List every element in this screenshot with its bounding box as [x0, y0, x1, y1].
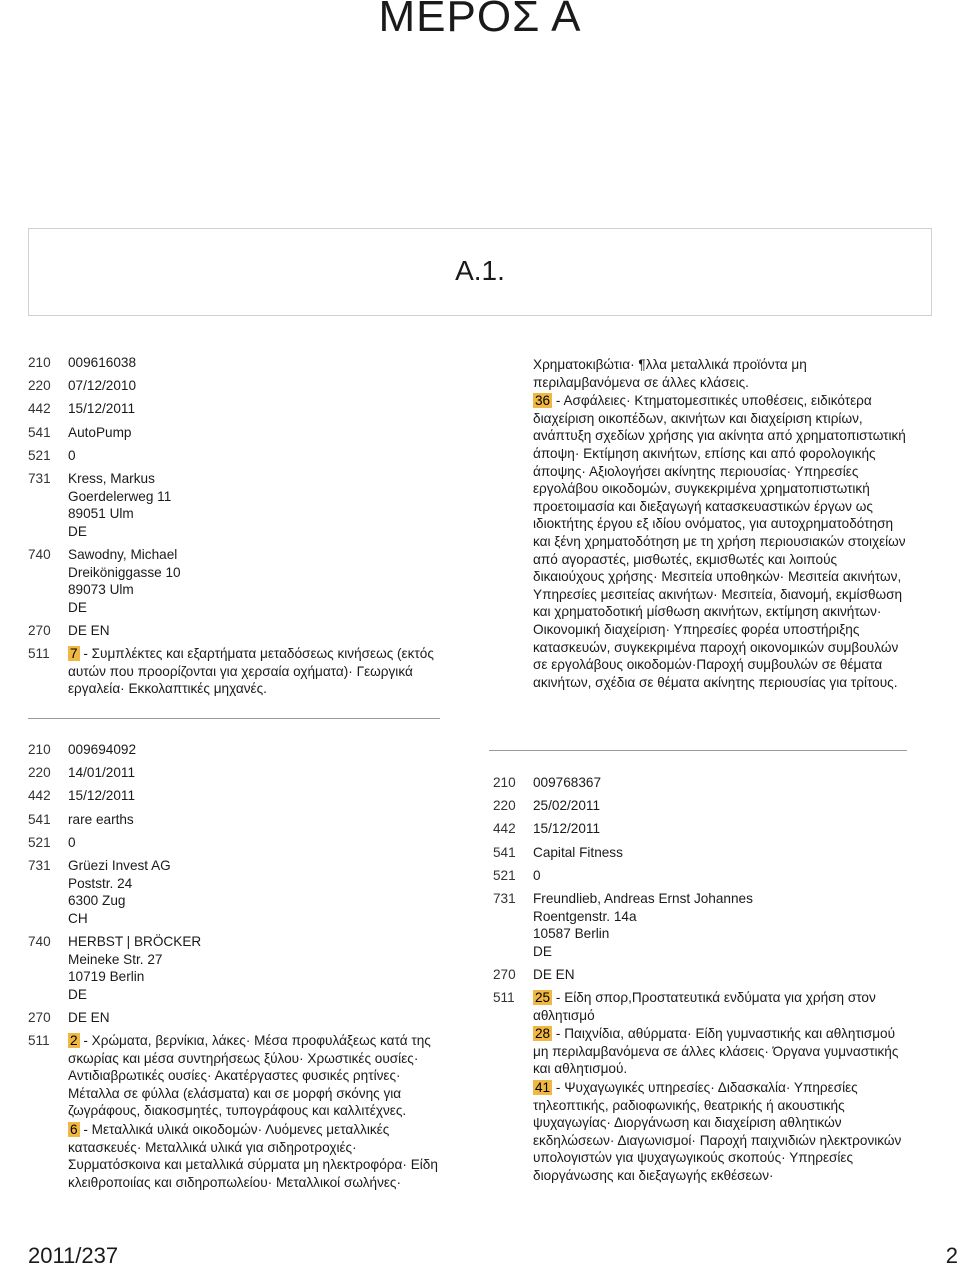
class-number: 6 — [70, 1122, 78, 1138]
publication-date: 15/12/2011 — [68, 788, 136, 804]
filing-date: 25/02/2011 — [533, 798, 601, 814]
mark-name: AutoPump — [68, 424, 132, 440]
languages: DE EN — [533, 966, 575, 982]
class-number: 28 — [535, 1026, 551, 1042]
application-number: 009768367 — [533, 775, 602, 790]
part-title: ΜΕΡΟΣ Α — [378, 0, 582, 41]
representative-address: Sawodny, Michael Dreiköniggasse 10 89073 Ulm DE — [68, 546, 181, 615]
languages: DE EN — [68, 622, 110, 638]
class-number: 25 — [535, 990, 551, 1006]
trademark-entry: 210 009768367 220 25/02/2011 442 15/12/2011 541 Capital Fitness 521 0 731 Freundlieb, Andreas Ernst Johannes Roentgenstr. 14a 10587 Berlin DE 270 DE EN 511 25 - Είδη σπορ,Προστατευτικά ενδύματα για χρήση στον αθλητισμό 28 - Παιχνίδια, αθύρματα· Είδη γυμναστικής και αθλητισμού μη περιλαμβανόμενα σε άλλες κλάσεις· Όργανα γυμναστικής και αθλητισμού. 41 - Ψυχαγωγικές υπηρεσίες· Διδασκαλία· Υπηρεσίες τηλεοπτικής, ραδιοφωνικής, θεατρικής ή ακουστικής ψυχαγωγίας· Διοργάνωση και διαχείριση αθλητικών εκδηλώσεων· Διαγωνισμοί· Παροχή παιχνιδιών ηλεκτρονικών υπολογιστών για ψυχαγωγικούς σκοπούς· Υπηρεσίες διοργάνωσης και διεξαγωγής εκθέσεων· — [493, 774, 911, 1191]
priority: 0 — [68, 447, 76, 463]
trademark-entry-continued — [533, 356, 909, 692]
entry-divider — [28, 718, 440, 719]
goods-services: 7 - Συμπλέκτες και εξαρτήματα μεταδόσεως κινήσεως (εκτός αυτών που προορίζονται για χερσαία οχήματα)· Γεωργικά εργαλεία· Εκκολαπτικές μηχανές. — [68, 646, 434, 697]
goods-services: 2 - Χρώματα, βερνίκια, λάκες· Μέσα προφυλάξεως κατά της σκωρίας και μέσα συντηρήσεως ξύλου· Χρωστικές ουσίες· Αντιδιαβρωτικές ουσίες· Ακατέργαστες φυσικές ρητίνες· Μέταλλα σε φύλλα (ελάσματα) και σε μορφή σκόνης για ζωγράφους, διακοσμητές, τυπογράφους και καλλιτέχνες. 6 - Μεταλλικά υλικά οικοδομών· Λυόμενες μεταλλικές κατασκευές· Μεταλλικά υλικά για σιδηροτροχιές· Συρματόσκοινα και μεταλλικά σύρματα μη ηλεκτροφόρα· Είδη κλειθροποιίας και σιδηροπωλείου· Μεταλλικοί σωλήνες· — [68, 1033, 438, 1190]
trademark-entry: 210 009616038 220 07/12/2010 442 15/12/2011 541 AutoPump 521 0 731 Kress, Markus Goerdelerweg 11 89051 Ulm DE 740 Sawodny, Michael Dreiköniggasse 10 89073 Ulm DE 270 DE EN 511 7 - Συμπλέκτες και εξαρτήματα μεταδόσεως κινήσεως (εκτός αυτών που προορίζονται για χερσαία οχήματα)· Γεωργικά εργαλεία· Εκκολαπτικές μηχανές. — [28, 354, 440, 704]
class-number: 7 — [70, 646, 78, 662]
entry-divider — [489, 750, 907, 751]
filing-date: 14/01/2011 — [68, 765, 136, 781]
goods-services: 36 - Ασφάλειες· Κτηματομεσιτικές υποθέσεις, ειδικότερα διαχείριση οικοπέδων, ακινήτων και διαχείριση κτιρίων, ανάπτυξη σχεδίων χρήσης για ακίνητα από χρηματοπιστωτική άποψη· Εκτίμηση ακινήτων, επίσης και από φορολογικής άποψης· Αξιολογήσει ακίνητης περιουσίας· Υπηρεσίες εργολάβου οικοδομών, συγκεκριμένα χρηματοπιστωτική προετοιμασία και διεξαγωγή κατασκευαστικών έργων ως ιδιοκτήτης έργου εξ ιδίου ονόματος, για αυτοχρηματοδότηση και ξένη χρηματοδότηση με τη χρήση περιουσιακών στοιχείων από αγοραστές, μισθωτές, εκμισθωτές και λοιπούς δικαιούχους χρήσης· Μεσιτεία υποθηκών· Μεσιτεία ακινήτων, Υπηρεσίες μεσιτείας ακινήτων· Μεσιτεία, διανομή, εκμίσθωση και χρηματοδοτική μίσθωση ακινήτων, εκτίμηση ακινήτων· Οικονομική διαχείριση· Υπηρεσίες φορέα υποστήριξης κατασκευών, συγκεκριμένα παροχή οικονομικών συμβουλών σε εργολάβους οικοδομών·Παροχή συμβουλών σε θέματα ακινήτων, σχέδια σε θέματα ακίνητης περιουσίας για τρίτους. — [533, 393, 906, 690]
priority: 0 — [533, 867, 541, 883]
mark-name: Capital Fitness — [533, 844, 623, 860]
filing-date: 07/12/2010 — [68, 378, 137, 394]
class-number: 2 — [70, 1033, 78, 1049]
languages: DE EN — [68, 1009, 110, 1025]
priority: 0 — [68, 834, 76, 850]
section-title: A.1. — [455, 255, 505, 286]
owner-address: Freundlieb, Andreas Ernst Johannes Roentgenstr. 14a 10587 Berlin DE — [533, 890, 753, 959]
publication-date: 15/12/2011 — [68, 401, 136, 417]
application-number: 009694092 — [68, 742, 137, 757]
bulletin-number: 2011/237 — [28, 1243, 119, 1268]
application-number: 009616038 — [68, 355, 137, 370]
page-number: 2 — [945, 1243, 958, 1268]
owner-address: Grüezi Invest AG Poststr. 24 6300 Zug CH — [68, 857, 171, 926]
publication-date: 15/12/2011 — [533, 821, 601, 837]
continuation-text: Χρηματοκιβώτια· ¶λλα μεταλλικά προϊόντα μη περιλαμβανόμενα σε άλλες κλάσεις. — [533, 357, 807, 390]
class-number: 36 — [535, 393, 551, 409]
mark-name: rare earths — [68, 811, 134, 827]
owner-address: Kress, Markus Goerdelerweg 11 89051 Ulm DE — [68, 470, 172, 539]
class-number: 41 — [535, 1080, 551, 1096]
goods-services: 25 - Είδη σπορ,Προστατευτικά ενδύματα για χρήση στον αθλητισμό 28 - Παιχνίδια, αθύρματα· Είδη γυμναστικής και αθλητισμού μη περιλαμβανόμενα σε άλλες κλάσεις· Όργανα γυμναστικής και αθλητισμού. 41 - Ψυχαγωγικές υπηρεσίες· Διδασκαλία· Υπηρεσίες τηλεοπτικής, ραδιοφωνικής, θεατρικής ή ακουστικής ψυχαγωγίας· Διοργάνωση και διαχείριση αθλητικών εκδηλώσεων· Διαγωνισμοί· Παροχή παιχνιδιών ηλεκτρονικών υπολογιστών για ψυχαγωγικούς σκοπούς· Υπηρεσίες διοργάνωσης και διεξαγωγής εκθέσεων· — [533, 990, 902, 1184]
trademark-entry: 210 009694092 220 14/01/2011 442 15/12/2011 541 rare earths 521 0 731 Grüezi Invest AG Poststr. 24 6300 Zug CH 740 HERBST | BRÖCKER Meineke Str. 27 10719 Berlin DE 270 DE EN 511 2 - Χρώματα, βερνίκια, λάκες· Μέσα προφυλάξεως κατά της σκωρίας και μέσα συντηρήσεως ξύλου· Χρωστικές ουσίες· Αντιδιαβρωτικές ουσίες· Ακατέργαστες φυσικές ρητίνες· Μέταλλα σε φύλλα (ελάσματα) και σε μορφή σκόνης για ζωγράφους, διακοσμητές, τυπογράφους και καλλιτέχνες. 6 - Μεταλλικά υλικά οικοδομών· Λυόμενες μεταλλικές κατασκευές· Μεταλλικά υλικά για σιδηροτροχιές· Συρματόσκοινα και μεταλλικά σύρματα μη ηλεκτροφόρα· Είδη κλειθροποιίας και σιδηροπωλείου· Μεταλλικοί σωλήνες· — [28, 741, 444, 1198]
representative-address: HERBST | BRÖCKER Meineke Str. 27 10719 Berlin DE — [68, 933, 202, 1002]
